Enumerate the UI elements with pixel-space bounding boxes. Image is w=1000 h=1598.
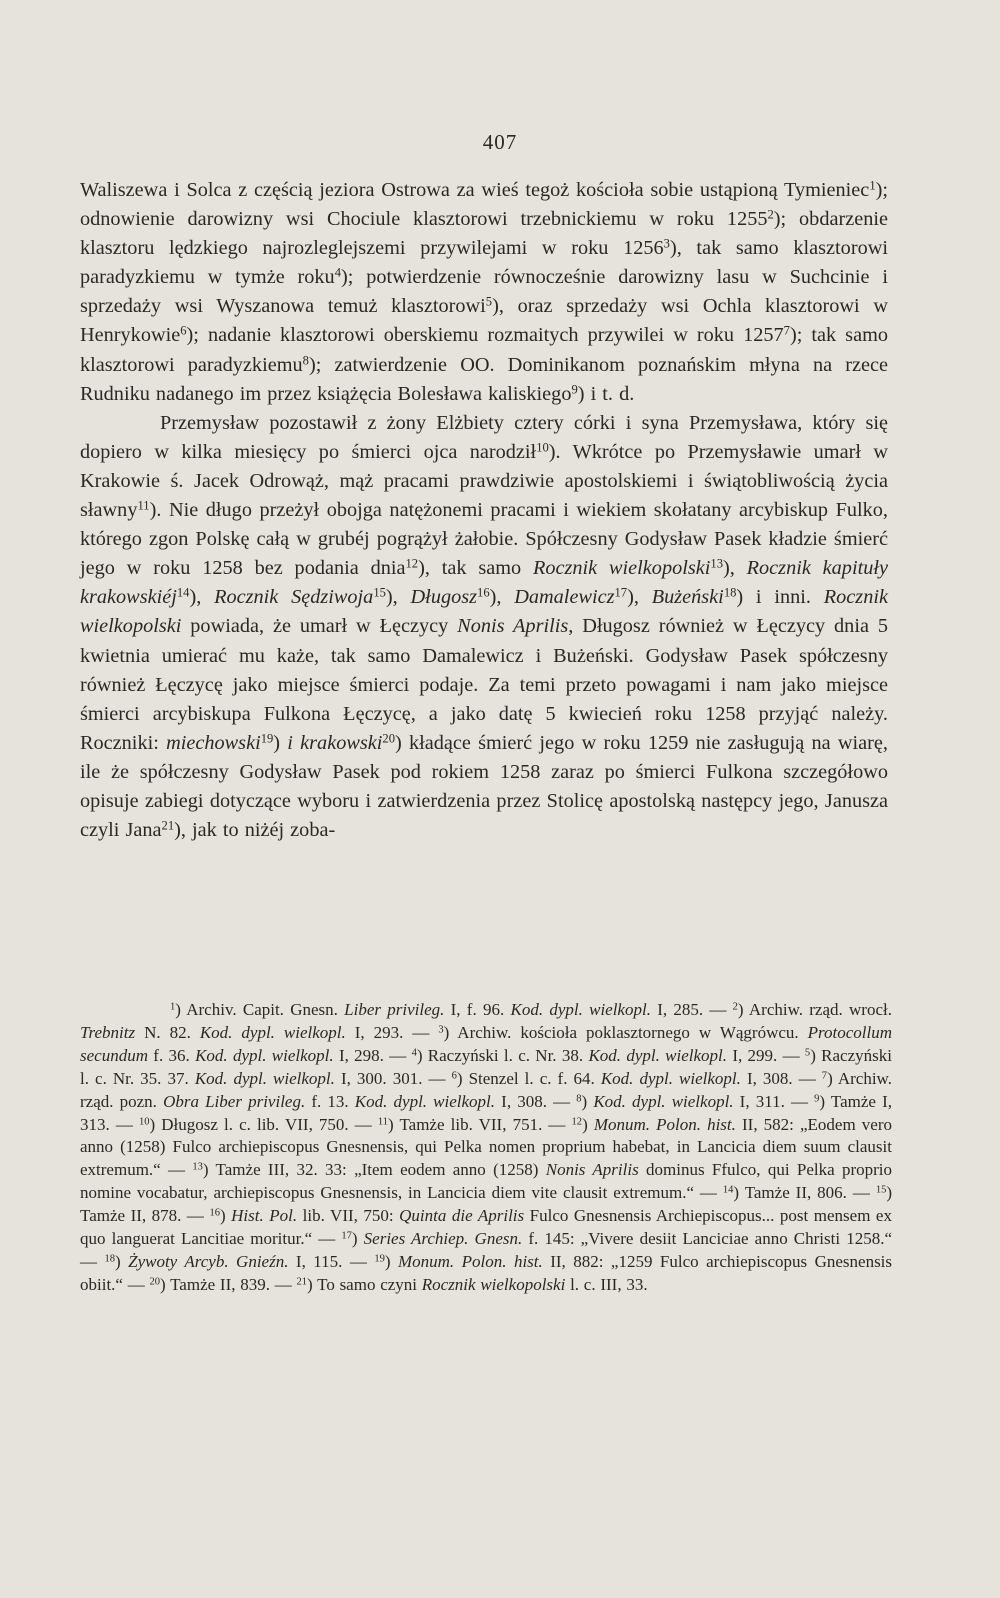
italic-text: Kod. dypl. wielkopl. bbox=[354, 1091, 496, 1111]
footnote-marker: 3 bbox=[663, 236, 670, 251]
italic-text: Rocznik wielkopolski bbox=[80, 586, 888, 638]
footnote-marker: 17 bbox=[341, 1230, 352, 1242]
text-run: ) Tamże lib. VII, 751. — bbox=[388, 1114, 572, 1134]
italic-text: Kod. dypl. wielkopl. bbox=[195, 1045, 334, 1065]
footnote-marker: 12 bbox=[571, 1116, 583, 1128]
italic-text: Nonis Aprilis bbox=[457, 615, 569, 638]
italic-text: Hist. Pol. bbox=[231, 1206, 298, 1226]
text-run: dominus Ffulco, qui Pelka proprio nomine vocabatur, archiepiscopus Gnesnensis, in Lancicia diem vite clausit extremum.“ — bbox=[80, 1160, 893, 1203]
italic-text: Monum. Polon. hist. bbox=[397, 1251, 543, 1271]
text-run: ) To samo czyni bbox=[307, 1274, 422, 1294]
italic-text: Liber privileg. bbox=[344, 1000, 445, 1019]
italic-text: Kod. dypl. wielkopl. bbox=[194, 1068, 335, 1088]
footnote-marker: 15 bbox=[875, 1184, 887, 1196]
text-run: f. 145: „Vivere desiit Lanciciae anno Christi 1258.“ — bbox=[80, 1229, 892, 1271]
footnote-marker: 16 bbox=[477, 586, 490, 601]
footnote-marker: 1 bbox=[869, 178, 876, 193]
text-run: ), bbox=[385, 586, 411, 609]
text-run: I, 311. — bbox=[733, 1091, 815, 1111]
text-run: ); odnowienie darowizny wsi Chociule klasztorowi trzebnickiemu w roku 1255 bbox=[80, 179, 888, 231]
text-run: ) Tamże I, 313. — bbox=[80, 1091, 892, 1134]
page-number: 407 bbox=[482, 130, 518, 154]
italic-text: Trebnitz bbox=[80, 1022, 136, 1042]
text-run: ) Tamże III, 32. 33: „Item eodem anno (1258) bbox=[202, 1160, 546, 1180]
text-run: ) bbox=[582, 1114, 594, 1134]
footnote-marker: 21 bbox=[161, 818, 175, 833]
footnote-marker: 9 bbox=[814, 1093, 820, 1105]
text-run: ) i inni. bbox=[736, 586, 824, 609]
text-run: ) Stenzel l. c. f. 64. bbox=[456, 1068, 601, 1088]
footnote-marker: 2 bbox=[767, 207, 774, 222]
footnote-marker: 17 bbox=[614, 586, 628, 601]
footnotes bbox=[80, 999, 892, 1297]
footnote-marker: 14 bbox=[176, 586, 190, 601]
text-run: ), tak samo bbox=[418, 557, 533, 580]
footnote-marker: 8 bbox=[576, 1093, 582, 1105]
text-run: ) Tamże II, 878. — bbox=[80, 1183, 893, 1226]
footnote-marker: 10 bbox=[536, 440, 549, 455]
text-run: f. 13. bbox=[305, 1091, 355, 1111]
footnote-marker: 7 bbox=[783, 324, 790, 339]
footnote-marker: 12 bbox=[405, 556, 419, 571]
text-run: ) Archiw. kościoła poklasztornego w Wągrówcu. bbox=[443, 1022, 808, 1042]
text-run: ) kładące śmierć jego w roku 1259 nie zasługują na wiarę, ile że spółczesny Godysław Pasek pod rokiem 1258 zaraz po śmierci Fulkona szczegółowo opisuje zabiegi dotyczące wyboru i zatwierdzenia przez Stolicę apostolską następcy jego, Janusza czyli Jana bbox=[80, 731, 888, 842]
italic-text: Series Archiep. Gnesn. bbox=[363, 1229, 523, 1249]
text-run: ), bbox=[189, 586, 215, 609]
text-run: ). Wkrótce po Przemysławie umarł w Krakowie ś. Jacek Odrowąż, mąż pracami prawdziwie apostolskiemi i świątobliwością życia sławny bbox=[80, 440, 888, 522]
italic-text: Rocznik kapituły krakowskiéj bbox=[80, 557, 888, 609]
text-run: powiada, że umarł w Łęczycy bbox=[181, 615, 458, 638]
italic-text: Quinta die Aprilis bbox=[399, 1206, 525, 1226]
text-run: ), bbox=[722, 557, 747, 580]
paragraph bbox=[80, 176, 888, 409]
text-run: I, 293. — bbox=[345, 1022, 439, 1042]
text-run: ) bbox=[219, 1206, 232, 1226]
text-run: I, 300. 301. — bbox=[334, 1068, 452, 1088]
italic-text: Żywoty Arcyb. Gnieźn. bbox=[128, 1251, 289, 1271]
footnote-marker: 14 bbox=[722, 1184, 734, 1196]
text-run: Waliszewa i Solca z częścią jeziora Ostrowa za wieś tegoż kościoła sobie ustąpioną Tymieniec bbox=[80, 179, 870, 201]
italic-text: Nonis Aprilis bbox=[545, 1160, 639, 1180]
footnote-marker: 7 bbox=[821, 1070, 828, 1082]
text-run: I, 299. — bbox=[727, 1045, 805, 1065]
footnote-marker: 6 bbox=[180, 324, 187, 339]
text-run: ); zatwierdzenie OO. Dominikanom poznańskim młyna na rzece Rudniku nadanego im przez książęcia Bolesława kaliskiego bbox=[80, 353, 888, 405]
text-run: ) Tamże II, 806. — bbox=[733, 1183, 876, 1203]
footnote-marker: 13 bbox=[192, 1162, 203, 1174]
italic-text: Protocollum secundum bbox=[80, 1022, 892, 1065]
text-run: ) bbox=[115, 1251, 129, 1271]
footnote-marker: 19 bbox=[374, 1253, 385, 1265]
footnote-marker: 4 bbox=[411, 1047, 417, 1059]
italic-text: Bużeński bbox=[651, 586, 724, 609]
text-run: ); obdarzenie klasztoru lędzkiego najrozleglejszemi przywilejami w roku 1256 bbox=[80, 208, 889, 260]
text-run: ) Raczyński l. c. Nr. 35. 37. bbox=[80, 1045, 892, 1088]
paragraph bbox=[80, 409, 888, 845]
italic-text: Kod. dypl. wielkopl. bbox=[600, 1068, 741, 1088]
footnotes-text bbox=[80, 999, 892, 1297]
footnote-marker: 10 bbox=[138, 1116, 150, 1128]
italic-text: Kod. dypl. wielkopl. bbox=[593, 1091, 734, 1111]
text-run: II, 882: „1259 Fulco archiepiscopus Gnesnensis obiit.“ — bbox=[80, 1251, 893, 1294]
text-run: ); nadanie klasztorowi oberskiemu rozmaitych przywilei w roku 1257 bbox=[186, 324, 784, 347]
text-run: f. 36. bbox=[147, 1045, 196, 1065]
footnote-marker: 18 bbox=[104, 1253, 115, 1265]
footnote-marker: 11 bbox=[377, 1116, 389, 1128]
text-run: I, 285. — bbox=[650, 1000, 733, 1019]
text-run: ) i t. d. bbox=[577, 382, 635, 405]
footnote-marker: 18 bbox=[723, 586, 737, 601]
text-run: I, f. 96. bbox=[444, 1000, 511, 1019]
italic-text: Monum. Polon. hist. bbox=[593, 1114, 736, 1134]
text-run: I, 115. — bbox=[288, 1251, 375, 1271]
text-run: ), bbox=[627, 586, 652, 609]
footnote-marker: 2 bbox=[732, 1001, 738, 1013]
text-run: ), jak to niżéj zoba- bbox=[174, 819, 336, 842]
footnote-marker: 8 bbox=[302, 353, 309, 368]
footnote-marker: 6 bbox=[451, 1070, 457, 1082]
footnote-marker: 5 bbox=[804, 1047, 811, 1059]
text-run: l. c. III, 33. bbox=[565, 1274, 648, 1294]
italic-text: Kod. dypl. wielkopl. bbox=[510, 1000, 651, 1019]
footnote-marker: 9 bbox=[571, 382, 578, 397]
text-run: ) Archiv. Capit. Gnesn. bbox=[175, 1000, 345, 1019]
text-run: ) bbox=[351, 1229, 364, 1249]
italic-text: Kod. dypl. wielkopl. bbox=[588, 1045, 728, 1065]
italic-text: Rocznik wielkopolski bbox=[532, 557, 711, 580]
footnote-marker: 11 bbox=[137, 498, 150, 513]
italic-text: Kod. dypl. wielkopl. bbox=[199, 1022, 346, 1042]
footnote-marker: 15 bbox=[373, 586, 386, 601]
italic-text: Długosz bbox=[410, 586, 478, 609]
italic-text: Damalewicz bbox=[514, 586, 615, 609]
text-run: ) Archiw. rząd. pozn. bbox=[80, 1068, 892, 1111]
footnote-marker: 21 bbox=[296, 1276, 308, 1288]
main-text bbox=[80, 176, 888, 845]
footnote-marker: 16 bbox=[209, 1207, 220, 1219]
text-run: ); tak samo klasztorowi paradyzkiemu bbox=[80, 324, 888, 376]
text-run: N. 82. bbox=[135, 1022, 200, 1042]
text-run: Fulco Gnesnensis Archiepiscopus... post mensem ex quo languerat Lancitiae moritur.“ — bbox=[80, 1206, 892, 1249]
text-run: ). Nie długo przeżył obojga natężonemi pracami i wiekiem skołatany arcybiskup Fulko, którego zgon Polskę całą w grubéj pogrążył żałobie. Spółczesny Godysław Pasek kładzie śmierć jego w roku 1258 bez podania dnia bbox=[80, 499, 888, 580]
footnote-marker: 4 bbox=[334, 266, 341, 280]
footnote-marker: 20 bbox=[382, 731, 395, 746]
text-run: ), bbox=[489, 586, 515, 609]
text-run: ) bbox=[581, 1091, 594, 1111]
text-run: I, 308. — bbox=[740, 1068, 822, 1088]
text-run: lib. VII, 750: bbox=[297, 1206, 400, 1226]
footnote-marker: 3 bbox=[438, 1024, 444, 1036]
text-run: , Długosz również w Łęczycy dnia 5 kwietnia umierać mu każe, tak samo Damalewicz i Bużeński. Godysław Pasek spółczesny również Łęczycę jako miejsce śmierci podaje. Za temi przeto powagami i nam jako miejsce śmierci arcybiskupa Fulkona Łęczycę, a jako datę 5 kwiecień roku 1258 przyjąć należy. Roczniki: bbox=[80, 615, 888, 754]
italic-text: miechowski bbox=[166, 731, 261, 754]
italic-text: Rocznik wielkopolski bbox=[421, 1274, 566, 1294]
footnote-marker: 5 bbox=[485, 295, 493, 310]
text-run: ) Tamże II, 839. — bbox=[160, 1274, 297, 1294]
text-run: ), oraz sprzedaży wsi Ochla klasztorowi w Henrykowie bbox=[80, 295, 889, 347]
text-run: ); potwierdzenie równocześnie darowizny lasu w Suchcinie i sprzedaży wsi Wyszanowa temuż klasztorowi bbox=[80, 266, 888, 318]
footnote-marker: 1 bbox=[170, 1001, 176, 1013]
footnote-marker: 20 bbox=[149, 1276, 160, 1288]
text-run: I, 308. — bbox=[495, 1091, 577, 1111]
italic-text: i krakowski bbox=[287, 731, 383, 754]
text-run: II, 582: „Eodem vero anno (1258) Fulco archiepiscopus Gnesnensis, qui Pelka nomen proprium habebat, in Lancicia diem suum clausit extremum.“ — bbox=[80, 1114, 892, 1180]
footnote-marker: 13 bbox=[710, 556, 723, 571]
text-run: ) Długosz l. c. lib. VII, 750. — bbox=[149, 1114, 378, 1134]
text-run: ) Raczyński l. c. Nr. 38. bbox=[416, 1045, 589, 1065]
text-run: ) bbox=[273, 731, 288, 754]
text-run: ), tak samo klasztorowi paradyzkiemu w tymże roku bbox=[80, 237, 888, 289]
italic-text: Rocznik Sędziwoja bbox=[214, 586, 374, 609]
footnote-marker: 19 bbox=[260, 731, 274, 746]
text-run: ) bbox=[384, 1251, 398, 1271]
text-run: ) Archiw. rząd. wrocł. bbox=[737, 1000, 892, 1019]
text-run: I, 298. — bbox=[333, 1045, 412, 1065]
text-run: Przemysław pozostawił z żony Elżbiety cztery córki i syna Przemysława, który się dopiero w kilka miesięcy po śmierci ojca narodził bbox=[80, 411, 888, 463]
italic-text: Obra Liber privileg. bbox=[163, 1091, 306, 1111]
